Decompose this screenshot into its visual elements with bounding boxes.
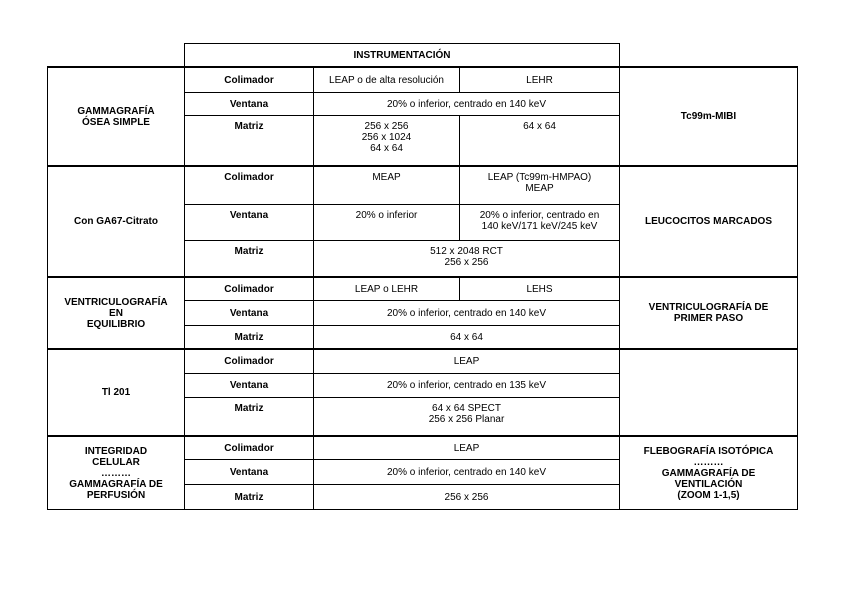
cell-text: LEAP <box>453 356 480 367</box>
section-4-right-label <box>620 350 797 435</box>
section-4-matriz-label <box>185 398 313 435</box>
left-label-line: EN <box>109 307 123 319</box>
section-5-matriz-value <box>314 485 619 509</box>
section-1-colimador-label <box>185 68 313 92</box>
cell-text: LEAP o LEHR <box>354 283 419 295</box>
section-3-colimador-label <box>185 278 313 300</box>
cell-text: 20% o inferior, centrado en 140 keV <box>387 307 546 319</box>
section-5-colimador-value <box>314 437 619 459</box>
section-1-ventana-label <box>185 93 313 115</box>
row-label: Ventana <box>229 380 269 391</box>
row-label: Ventana <box>229 98 269 110</box>
cell-text: 140 keV/171 keV/245 keV <box>481 221 598 232</box>
row-label: Colimador <box>224 283 274 295</box>
cell-text: 20% o inferior, centrado en 140 keV <box>387 466 546 478</box>
section-2-left-label <box>48 167 184 276</box>
section-2-ventana-b <box>460 205 619 240</box>
cell-text: LEAP o de alta resolución <box>329 74 444 86</box>
cell-text: 64 x 64 SPECT <box>432 403 501 414</box>
section-3-ventana-label <box>185 301 313 325</box>
left-label-line: ÓSEA SIMPLE <box>82 116 150 128</box>
left-label-line: GAMMAGRAFÍA DE <box>69 478 163 490</box>
section-1-left-label <box>48 68 184 165</box>
section-3-right-label <box>620 278 797 348</box>
section-4-colimador-value <box>314 350 619 373</box>
section-1-ventana-value <box>314 93 619 115</box>
left-label-line: Tl 201 <box>101 387 131 398</box>
section-5-matriz-label <box>185 485 313 509</box>
section-1-right-label <box>620 68 797 165</box>
section-2-matriz-label <box>185 241 313 276</box>
cell-text: MEAP <box>372 172 401 183</box>
right-label-line: ……… <box>693 456 724 468</box>
row-label: Colimador <box>224 356 274 367</box>
cell-text: MEAP <box>525 183 554 194</box>
cell-text: LEAP (Tc99m-HMPAO) <box>487 172 592 183</box>
section-5-colimador-label <box>185 437 313 459</box>
section-2-colimador-label <box>185 167 313 204</box>
cell-text: 64 x 64 <box>450 331 483 343</box>
left-label-line: INTEGRIDAD <box>84 445 148 457</box>
right-label-line: Tc99m-MIBI <box>680 111 737 122</box>
section-1-colimador-b <box>460 68 619 92</box>
section-2-ventana-a <box>314 205 459 240</box>
row-label: Matriz <box>234 331 264 343</box>
right-label-line: PRIMER PASO <box>673 313 744 324</box>
section-2-ventana-label <box>185 205 313 240</box>
row-label: Matriz <box>234 121 264 132</box>
section-3-colimador-a <box>314 278 459 300</box>
section-5-ventana-label <box>185 460 313 484</box>
section-2-colimador-a <box>314 167 459 204</box>
cell-text: LEHR <box>526 74 553 86</box>
cell-text: 256 x 256 Planar <box>428 414 505 425</box>
section-3-ventana-value <box>314 301 619 325</box>
right-label-line: VENTRICULOGRAFÍA DE <box>648 302 769 313</box>
section-2-right-label <box>620 167 797 276</box>
row-label: Colimador <box>224 442 274 454</box>
cell-text: LEHS <box>526 283 553 295</box>
cell-text: LEAP <box>453 442 480 454</box>
cell-text: 256 x 256 <box>444 491 489 503</box>
table-right-border <box>797 66 798 510</box>
left-label-line: CELULAR <box>92 456 140 468</box>
cell-text: 20% o inferior, centrado en 135 keV <box>387 380 546 391</box>
cell-text: 64 x 64 <box>370 143 403 154</box>
right-label-line: LEUCOCITOS MARCADOS <box>644 216 773 227</box>
section-4-ventana-value <box>314 374 619 397</box>
cell-text: 20% o inferior, centrado en <box>479 210 600 221</box>
instrumentation-header-text: INSTRUMENTACIÓN <box>353 49 451 61</box>
row-label: Matriz <box>234 246 264 257</box>
cell-text: 256 x 1024 <box>361 132 412 143</box>
section-3-colimador-b <box>460 278 619 300</box>
row-label: Colimador <box>224 74 274 86</box>
section-1-matriz-a <box>314 116 459 165</box>
left-label-line: ……… <box>101 467 131 479</box>
right-label-line: GAMMAGRAFÍA DE <box>661 467 756 479</box>
section-5-ventana-value <box>314 460 619 484</box>
section-5-right-label <box>620 437 797 509</box>
cell-text: 512 x 2048 RCT <box>430 246 503 257</box>
section-1-matriz-label <box>185 116 313 165</box>
left-label-line: PERFUSIÓN <box>86 489 146 501</box>
row-label: Ventana <box>229 466 269 478</box>
row-label: Colimador <box>224 172 274 183</box>
section-4-colimador-label <box>185 350 313 373</box>
left-label-line: GAMMAGRAFÍA <box>77 105 155 117</box>
section-5-left-label <box>48 437 184 509</box>
right-label-line: (ZOOM 1-1,5) <box>677 489 740 501</box>
section-1-colimador-a <box>314 68 459 92</box>
right-label-line: FLEBOGRAFÍA ISOTÓPICA <box>643 445 774 457</box>
section-2-colimador-b <box>460 167 619 204</box>
cell-text: 256 x 256 <box>364 121 409 132</box>
row-label: Matriz <box>234 403 264 414</box>
left-label-line: EQUILIBRIO <box>86 318 146 330</box>
section-4-left-label <box>48 350 184 435</box>
section-1-matriz-b <box>460 116 619 165</box>
left-label-line: VENTRICULOGRAFÍA <box>64 296 168 308</box>
cell-text: 20% o inferior, centrado en 140 keV <box>387 98 546 110</box>
row-label: Ventana <box>229 210 269 221</box>
right-label-line: VENTILACIÓN <box>674 478 743 490</box>
section-3-left-label <box>48 278 184 348</box>
section-4-ventana-label <box>185 374 313 397</box>
section-2-matriz-value <box>314 241 619 276</box>
left-label-line: Con GA67-Citrato <box>74 216 158 227</box>
cell-text: 256 x 256 <box>444 257 489 268</box>
section-3-matriz-value <box>314 326 619 348</box>
row-label: Ventana <box>229 307 269 319</box>
table-bottom-border <box>47 509 798 510</box>
row-label: Matriz <box>234 491 264 503</box>
instrumentation-header <box>184 43 620 67</box>
cell-text: 20% o inferior <box>355 210 418 221</box>
cell-text: 64 x 64 <box>523 121 556 132</box>
section-3-matriz-label <box>185 326 313 348</box>
section-4-matriz-value <box>314 398 619 435</box>
